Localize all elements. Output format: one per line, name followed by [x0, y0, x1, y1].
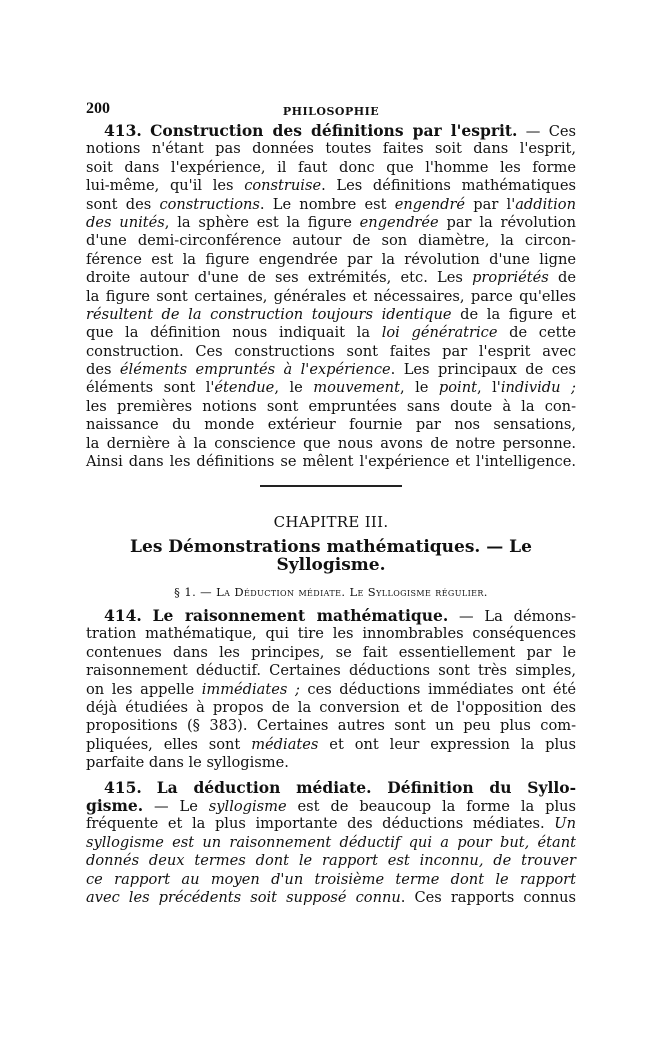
text-line: fréquente et la plus importante des déductions médiates. Un — [86, 815, 576, 833]
text-line: la figure sont certaines, générales et nécessaires, parce qu'elles — [86, 287, 576, 305]
running-title: PHILOSOPHIE — [282, 105, 380, 118]
section-413 — [86, 122, 576, 471]
text-line: sont des constructions. Le nombre est engendré par l'addition — [86, 195, 576, 213]
text-line: Ainsi dans les définitions se mêlent l'expérience et l'intelligence. — [86, 453, 576, 471]
text-line: notions n'étant pas données toutes faites soit dans l'esprit, — [86, 140, 576, 158]
section-number: 415. — [104, 777, 142, 797]
text-line: droite autour d'une de ses extrémités, etc. Les propriétés de — [86, 269, 576, 287]
text-line: contenues dans les principes, se fait essentiellement par le — [86, 643, 576, 661]
chapter-title: Les Démonstrations mathématiques. — Le Syllogisme. — [130, 536, 532, 576]
text-line: avec les précédents soit supposé connu. Ces rapports connus — [86, 888, 576, 906]
section-heading-line — [86, 779, 576, 797]
text-line: tration mathématique, qui tire les innombrables conséquences — [86, 625, 576, 643]
text-line: ce rapport au moyen d'un troisième terme dont le rapport — [86, 870, 576, 888]
text-line: soit dans l'expérience, il faut donc que l'homme les forme — [86, 158, 576, 176]
text-line: raisonnement déductif. Certaines déductions sont très simples, — [86, 662, 576, 680]
text-line: construction. Ces constructions sont faites par l'esprit avec — [86, 342, 576, 360]
section-heading-line — [86, 607, 576, 625]
text-line: propositions (§ 383). Certaines autres sont un peu plus com- — [86, 717, 576, 735]
text: — Ces — [525, 123, 576, 140]
section-number: 413. — [104, 121, 142, 140]
text-line: déjà étudiées à propos de la conversion et de l'opposition des — [86, 699, 576, 716]
section-414 — [86, 607, 576, 773]
page-number: 200 — [86, 100, 110, 117]
separator-rule — [260, 485, 402, 487]
text: — La démons- — [459, 608, 577, 626]
text-line: pliquées, elles sont médiates et ont leur expression la plus — [86, 735, 577, 753]
page-header — [86, 100, 576, 122]
text-line: la dernière à la conscience que nous avons de notre personne. — [86, 434, 576, 452]
text-line: donnés deux termes dont le rapport est inconnu, de trouver — [86, 852, 576, 870]
section-title: Construction des définitions par l'esprit. — [150, 121, 518, 140]
subsection-heading: § 1. — La Déduction médiate. Le Syllogisme régulier. — [174, 584, 488, 599]
section-title: Le raisonnement mathématique. — [152, 606, 449, 626]
section-heading-line — [86, 122, 576, 140]
text-line: des unités, la sphère est la figure engendrée par la révolution — [86, 213, 576, 231]
text-line: on les appelle immédiates ; ces déductions immédiates ont été — [86, 680, 576, 698]
section-415 — [86, 779, 576, 908]
text-line: parfaite dans le syllogisme. — [86, 754, 289, 772]
text-line: d'une demi-circonférence autour de son diamètre, la circon- — [86, 232, 576, 250]
section-title: La déduction médiate. Définition du Syllo- — [156, 777, 577, 797]
book-page — [86, 100, 576, 907]
text-line: naissance du monde extérieur fournie par nos sensations, — [86, 416, 576, 434]
chapter-label: CHAPITRE III. — [273, 513, 389, 532]
text-line: les premières notions sont empruntées sans doute à la con- — [86, 397, 576, 415]
text-line: éléments sont l'étendue, le mouvement, le point, l'individu ; — [86, 379, 576, 397]
text-line: des éléments empruntés à l'expérience. Les principaux de ces — [86, 361, 576, 379]
text-line: lui-même, qu'il les construise. Les définitions mathématiques — [86, 177, 576, 195]
text-line: férence est la figure engendrée par la révolution d'une ligne — [86, 250, 576, 268]
section-number: 414. — [104, 606, 142, 626]
text-line: gisme. — Le syllogisme est de beaucoup la forme la plus — [86, 795, 577, 815]
text-line: que la définition nous indiquait la loi génératrice de cette — [86, 324, 576, 342]
text-line: résultent de la construction toujours identique de la figure et — [86, 305, 576, 323]
text-line: syllogisme est un raisonnement déductif qui a pour but, étant — [86, 833, 576, 851]
